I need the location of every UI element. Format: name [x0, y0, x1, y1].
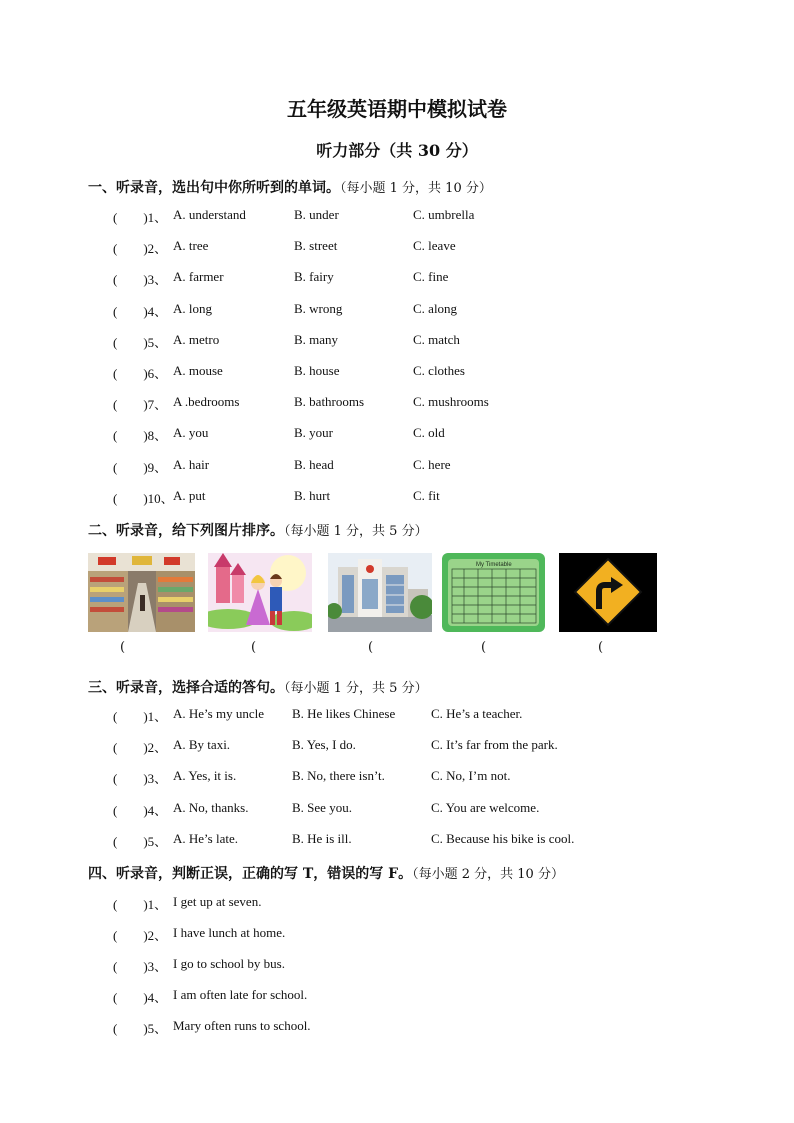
section-3-note: （每小题 1 分，共 5 分）: [284, 681, 428, 696]
option-a: A. metro: [173, 332, 220, 347]
option-a: A. long: [173, 301, 212, 316]
fairy-tale-princess-illustration: [208, 553, 312, 632]
option-b: B. many: [294, 332, 339, 347]
section-1-heading: [88, 177, 492, 197]
option-b: B. house: [294, 363, 340, 378]
option-c: C. leave: [413, 238, 456, 253]
option-a: A. you: [173, 425, 209, 440]
option-c: C. fit: [413, 488, 440, 503]
option-c: C. No, I’m not.: [431, 768, 511, 783]
option-b: B. under: [294, 207, 339, 222]
question-number[interactable]: ( )8、: [113, 428, 168, 443]
option-a: A .bedrooms: [173, 394, 240, 409]
question-number[interactable]: ( )3、: [113, 272, 168, 287]
picture-1-answer-paren[interactable]: (: [120, 640, 126, 655]
right-turn-road-sign: [559, 553, 657, 632]
question-number[interactable]: ( )5、: [113, 1021, 168, 1036]
picture-5-answer-paren[interactable]: (: [598, 640, 604, 655]
option-c: C. You are welcome.: [431, 800, 540, 815]
option-b: B. He likes Chinese: [292, 706, 396, 721]
option-a: A. mouse: [173, 363, 223, 378]
question-number[interactable]: ( )2、: [113, 928, 168, 943]
option-c: C. fine: [413, 269, 449, 284]
option-c: C. mushrooms: [413, 394, 489, 409]
option-a: A. farmer: [173, 269, 224, 284]
statement-text: Mary often runs to school.: [173, 1018, 311, 1033]
option-b: B. street: [294, 238, 338, 253]
section-1-title: 一、听录音，选出句中你所听到的单词。: [88, 180, 340, 196]
question-number[interactable]: ( )6、: [113, 366, 168, 381]
option-c: C. umbrella: [413, 207, 475, 222]
question-number[interactable]: ( )7、: [113, 397, 168, 412]
statement-text: I have lunch at home.: [173, 925, 286, 940]
question-number[interactable]: ( )2、: [113, 241, 168, 256]
option-c: C. old: [413, 425, 445, 440]
option-b: B. head: [294, 457, 334, 472]
option-a: A. He’s my uncle: [173, 706, 264, 721]
option-c: C. along: [413, 301, 458, 316]
section-4-heading: [88, 863, 564, 883]
option-c: C. Because his bike is cool.: [431, 831, 575, 846]
option-b: B. wrong: [294, 301, 343, 316]
option-b: B. He is ill.: [292, 831, 352, 846]
section-2-note: （每小题 1 分，共 5 分）: [284, 524, 428, 539]
option-b: B. bathrooms: [294, 394, 365, 409]
option-a: A. By taxi.: [173, 737, 231, 752]
question-number[interactable]: ( )10、: [113, 491, 174, 506]
statement-text: I am often late for school.: [173, 987, 308, 1002]
option-c: C. clothes: [413, 363, 465, 378]
question-number[interactable]: ( )1、: [113, 709, 168, 724]
question-number[interactable]: ( )5、: [113, 834, 168, 849]
picture-3-answer-paren[interactable]: (: [368, 640, 374, 655]
section-4-title: 四、听录音，判断正误，正确的写 T，错误的写 F。: [88, 866, 413, 882]
page-title: 五年级英语期中模拟试卷: [287, 97, 507, 121]
option-b: B. hurt: [294, 488, 331, 503]
picture-4-answer-paren[interactable]: (: [481, 640, 487, 655]
option-c: C. He’s a teacher.: [431, 706, 523, 721]
question-number[interactable]: ( )3、: [113, 771, 168, 786]
option-a: A. understand: [173, 207, 246, 222]
statement-text: I get up at seven.: [173, 894, 262, 909]
question-number[interactable]: ( )1、: [113, 210, 168, 225]
picture-2-answer-paren[interactable]: (: [251, 640, 257, 655]
option-a: A. Yes, it is.: [173, 768, 237, 783]
option-b: B. your: [294, 425, 333, 440]
supermarket-photo: [88, 553, 195, 632]
option-a: A. put: [173, 488, 206, 503]
question-number[interactable]: ( )9、: [113, 460, 168, 475]
page-subtitle: 听力部分（共 30 分）: [316, 141, 478, 160]
timetable-card-photo: [442, 553, 545, 632]
question-number[interactable]: ( )3、: [113, 959, 168, 974]
option-a: A. tree: [173, 238, 209, 253]
school-building-photo: [328, 553, 432, 632]
section-4-note: （每小题 2 分，共 10 分）: [412, 867, 564, 882]
section-1-note: （每小题 1 分，共 10 分）: [340, 181, 492, 196]
option-a: A. No, thanks.: [173, 800, 249, 815]
option-c: C. here: [413, 457, 451, 472]
question-number[interactable]: ( )1、: [113, 897, 168, 912]
option-b: B. See you.: [292, 800, 352, 815]
statement-text: I go to school by bus.: [173, 956, 285, 971]
question-number[interactable]: ( )4、: [113, 990, 168, 1005]
option-b: B. Yes, I do.: [292, 737, 356, 752]
question-number[interactable]: ( )2、: [113, 740, 168, 755]
section-2-title: 二、听录音，给下列图片排序。: [88, 523, 284, 539]
option-c: C. It’s far from the park.: [431, 737, 558, 752]
option-c: C. match: [413, 332, 460, 347]
timetable-caption: My Timetable: [476, 562, 512, 568]
section-3-heading: [88, 677, 428, 697]
option-b: B. fairy: [294, 269, 334, 284]
section-2-heading: [88, 520, 428, 540]
question-number[interactable]: ( )4、: [113, 304, 168, 319]
question-number[interactable]: ( )5、: [113, 335, 168, 350]
option-a: A. hair: [173, 457, 210, 472]
section-3-title: 三、听录音，选择合适的答句。: [88, 680, 284, 696]
option-b: B. No, there isn’t.: [292, 768, 385, 783]
option-a: A. He’s late.: [173, 831, 238, 846]
question-number[interactable]: ( )4、: [113, 803, 168, 818]
